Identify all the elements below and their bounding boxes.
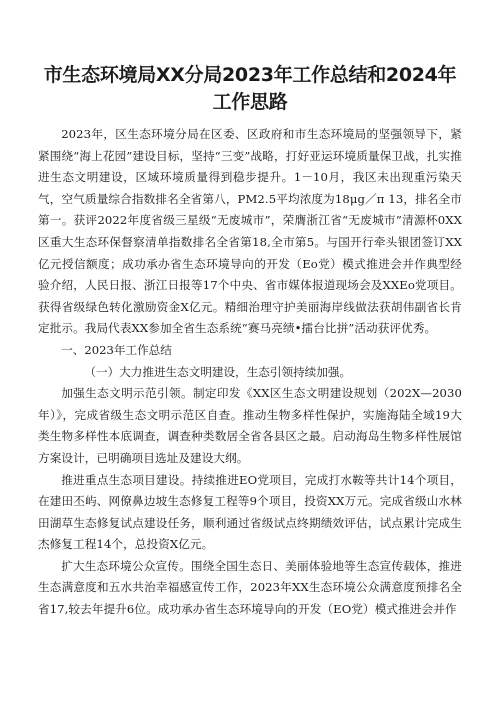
- subsection-heading-ecology: （一）大力推进生态文明建设，生态引领持续加强。: [84, 364, 352, 379]
- document-title: 市生态环境局XX分局2023年工作总结和2024年工作思路: [43, 64, 457, 113]
- paragraph-demonstration: 加强生态文明示范引领。制定印发《XX区生态文明建设规划（202X—2030年）》，完成省级生态文明示范区自查。推动生物多样性保护，实施海陆全域19大类生物多样性本底调查，调查种类数居全省各县区之最。启动海岛生物多样性展馆方案设计，已明确项目选址及建设大纲。: [38, 386, 462, 465]
- paragraph-publicity: 扩大生态环境公众宣传。围绕全国生态日、美丽体验地等生态宣传载体，推进生态满意度和五水共治幸福感宣传工作，2023年XX生态环境公众满意度预排名全省17,较去年提升6位。成功承办省生态环境导向的开发（EO党）模式推进会并作: [38, 558, 462, 617]
- section-heading-summary: 一、2023年工作总结: [61, 342, 172, 357]
- intro-paragraph: 2023年，区生态环境分局在区委、区政府和市生态环境局的坚强领导下，紧紧围绕“海上花园”建设目标，坚持“三变”战略，打好亚运环境质量保卫战，扎实推进生态文明建设，区域环境质量得到稳步提升。1－10月，我区未出现重污染天气，空气质量综合指数排名全省第八，PM2.5平均浓度为18μg／π 13，排名全市第一。获评2022年度省级三星级“无废城市”，荣膺浙江省“无废城市”清源杯0XX区重大生态环保督察清单指数排名全省第18,全市第5。与国开行牵头银团签订XX亿元授信额度；成功承办省生态环境导向的开发（Eo党）模式推进会并作典型经验介绍，人民日报、浙江日报等17个中央、省市媒体报道现场会及XXEo党项目。获得省级绿色转化激励资金X亿元。精细治理守护美丽海岸线做法获胡伟副省长肯定批示。我局代表XX参加全省生态系统“赛马亮绩•擂台比拼”活动获评优秀。: [38, 127, 462, 336]
- paragraph-projects: 推进重点生态项目建设。持续推进EO党项目，完成打水鞍等共计14个项目，在建田丕屿、网僚鼻边坡生态修复工程等9个项目，投资XX万元。完成省级山水林田湖草生态修复试点建设任务，顺利通过省级试点终期绩效评估，试点累计完成生杰修复工程14个，总投资X亿元。: [38, 472, 462, 552]
